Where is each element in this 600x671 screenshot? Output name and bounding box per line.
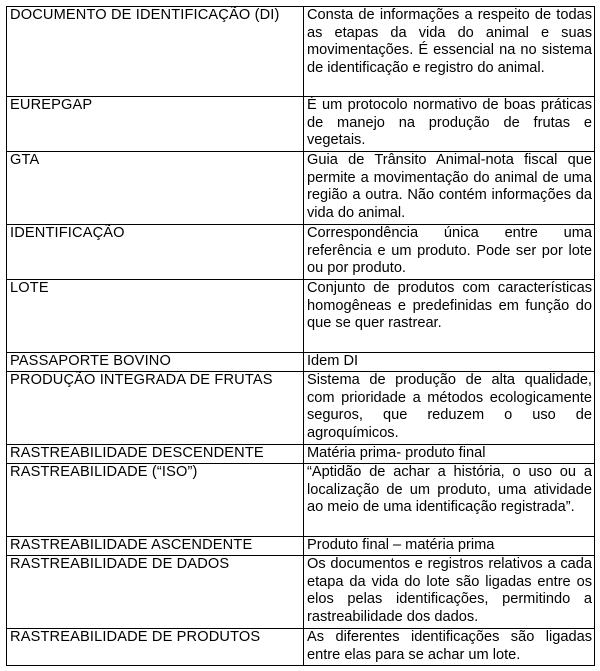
definition-cell: Conjunto de produtos com características homogêneas e predefinidas em função do que se quer rastrear.: [304, 280, 595, 353]
term-cell: LOTE: [7, 280, 304, 353]
table-row: [7, 280, 595, 353]
term-cell: RASTREABILIDADE DE PRODUTOS: [7, 629, 304, 666]
definition-cell: Os documentos e registros relativos a cada etapa da vida do lote são ligadas entre os elos pelas identificações, permitindo a rastreabilidade dos dados.: [304, 556, 595, 629]
term-cell: IDENTIFICAÇÃO: [7, 225, 304, 280]
term-cell: RASTREABILIDADE DE DADOS: [7, 556, 304, 629]
table-row: [7, 152, 595, 225]
term-cell: EUREPGAP: [7, 97, 304, 152]
term-cell: RASTREABILIDADE DESCENDENTE: [7, 445, 304, 464]
definition-cell: É um protocolo normativo de boas práticas de manejo na produção de frutas e vegetais.: [304, 97, 595, 152]
table-row: [7, 7, 595, 97]
table-row: [7, 97, 595, 152]
definition-cell: “Aptidão de achar a história, o uso ou a localização de um produto, uma atividade ao meio de uma identificação registrada”.: [304, 464, 595, 537]
table-row: [7, 629, 595, 666]
document-page: [6, 6, 594, 666]
definition-cell: Consta de informações a respeito de todas as etapas da vida do animal e suas movimentações. É essencial na no sistema de identificação e registro do animal.: [304, 7, 595, 97]
table-row: [7, 556, 595, 629]
term-cell: RASTREABILIDADE ASCENDENTE: [7, 537, 304, 556]
definition-cell: Correspondência única entre uma referência e um produto. Pode ser por lote ou por produto.: [304, 225, 595, 280]
table-row: [7, 225, 595, 280]
definition-cell: Sistema de produção de alta qualidade, com prioridade a métodos ecologicamente seguros, que reduzem o uso de agroquímicos.: [304, 372, 595, 445]
definition-cell: Produto final – matéria prima: [304, 537, 595, 556]
table-row: [7, 537, 595, 556]
definition-cell: Idem DI: [304, 353, 595, 372]
definition-cell: Guia de Trânsito Animal-nota fiscal que permite a movimentação do animal de uma região a outra. Não contém informações da vida do animal.: [304, 152, 595, 225]
term-cell: GTA: [7, 152, 304, 225]
table-row: [7, 353, 595, 372]
glossary-table: [6, 6, 595, 666]
definition-cell: Matéria prima- produto final: [304, 445, 595, 464]
term-cell: RASTREABILIDADE (“ISO”): [7, 464, 304, 537]
term-cell: PRODUÇÃO INTEGRADA DE FRUTAS: [7, 372, 304, 445]
table-row: [7, 464, 595, 537]
table-row: [7, 445, 595, 464]
term-cell: DOCUMENTO DE IDENTIFICAÇÃO (DI): [7, 7, 304, 97]
definition-cell: As diferentes identificações são ligadas entre elas para se achar um lote.: [304, 629, 595, 666]
term-cell: PASSAPORTE BOVINO: [7, 353, 304, 372]
table-row: [7, 372, 595, 445]
